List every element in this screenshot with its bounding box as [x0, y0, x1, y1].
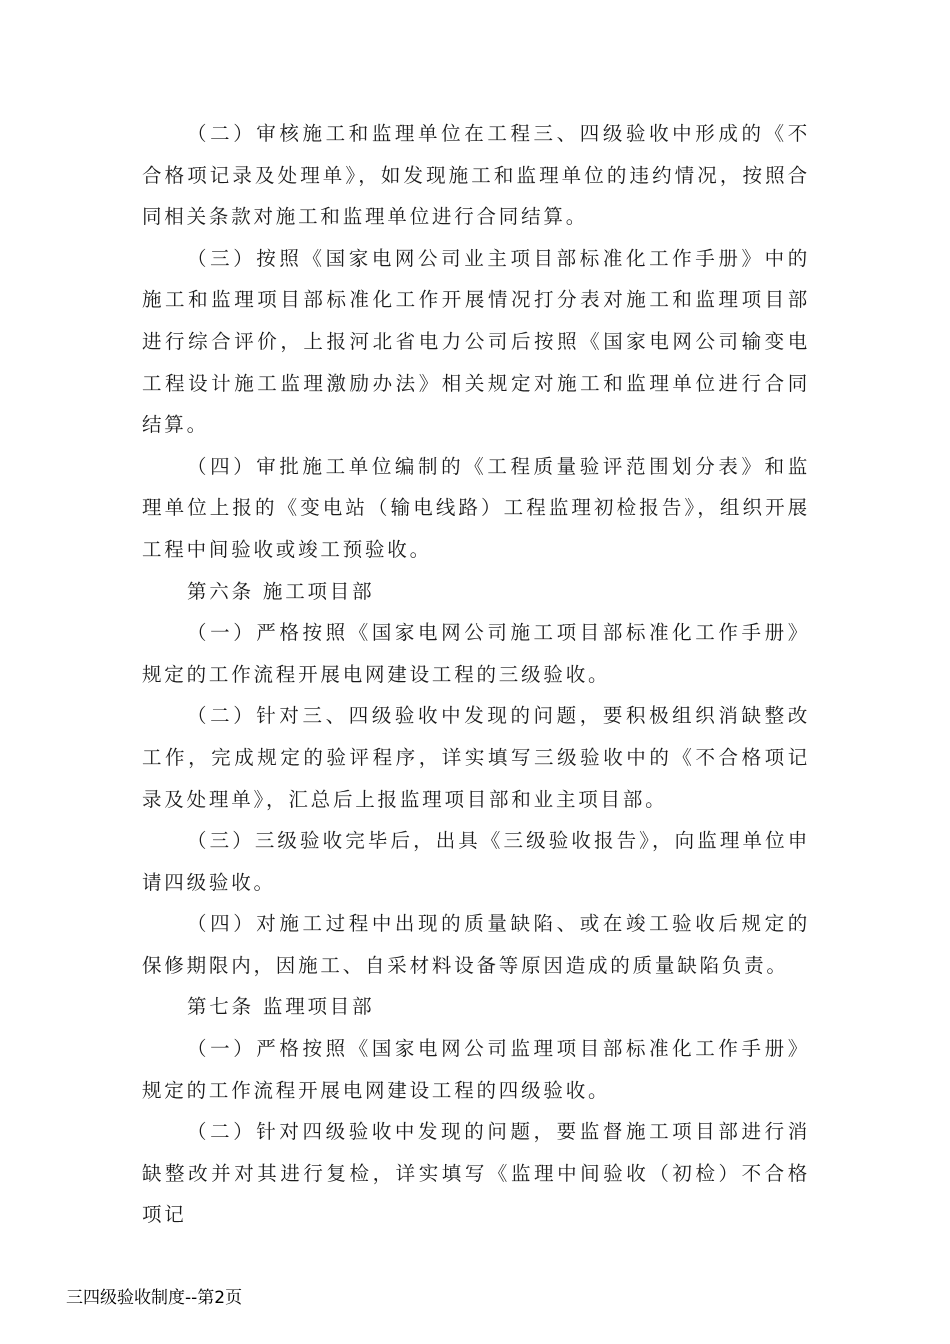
document-body [142, 113, 810, 1236]
paragraph-audit-nonconformance: （二）审核施工和监理单位在工程三、四级验收中形成的《不合格项记录及处理单》，如发现施工和监理单位的违约情况，按照合同相关条款对施工和监理单位进行合同结算。 [142, 122, 810, 229]
article-six-heading: 第六条 施工项目部 [187, 579, 375, 603]
paragraph-supervision-rectification: （二）针对四级验收中发现的问题，要监督施工项目部进行消缺整改并对其进行复检，详实填写《监理中间验收（初检）不合格项记 [142, 1120, 810, 1227]
paragraph-standardization-evaluation: （三）按照《国家电网公司业主项目部标准化工作手册》中的施工和监理项目部标准化工作开展情况打分表对施工和监理项目部进行综合评价，上报河北省电力公司后按照《国家电网公司输变电工程设计施工监理激励办法》相关规定对施工和监理单位进行合同结算。 [142, 246, 810, 437]
paragraph-supervision-four-level: （一）严格按照《国家电网公司监理项目部标准化工作手册》规定的工作流程开展电网建设工程的四级验收。 [142, 1037, 810, 1102]
paragraph-three-level-report: （三）三级验收完毕后，出具《三级验收报告》，向监理单位申请四级验收。 [142, 829, 810, 894]
article-seven-heading: 第七条 监理项目部 [187, 995, 375, 1019]
paragraph-construction-three-level: （一）严格按照《国家电网公司施工项目部标准化工作手册》规定的工作流程开展电网建设工程的三级验收。 [142, 621, 810, 686]
paragraph-quality-defect-responsibility: （四）对施工过程中出现的质量缺陷、或在竣工验收后规定的保修期限内，因施工、自采材料设备等原因造成的质量缺陷负责。 [142, 912, 810, 977]
paragraph-construction-rectification: （二）针对三、四级验收中发现的问题，要积极组织消缺整改工作，完成规定的验评程序，详实填写三级验收中的《不合格项记录及处理单》，汇总后上报监理项目部和业主项目部。 [142, 704, 810, 811]
paragraph-approve-quality-division: （四）审批施工单位编制的《工程质量验评范围划分表》和监理单位上报的《变电站（输电线路）工程监理初检报告》，组织开展工程中间验收或竣工预验收。 [142, 454, 810, 561]
page-footer: 三四级验收制度--第2页 [66, 1288, 243, 1308]
